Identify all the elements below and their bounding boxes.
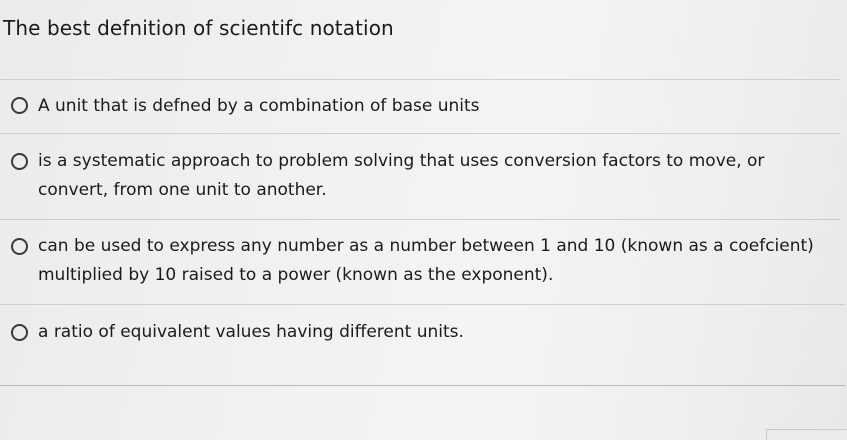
divider — [0, 304, 845, 305]
answer-option-3[interactable] — [0, 232, 847, 292]
answer-option-2[interactable] — [0, 147, 847, 207]
option-label: can be used to express any number as a number between 1 and 10 (known as a coefcient) multiplied by 10 raised to a power (known as the exponent). — [38, 236, 814, 285]
radio-button[interactable] — [11, 153, 28, 170]
answer-option-4[interactable] — [0, 318, 847, 350]
answer-option-1[interactable] — [0, 92, 847, 124]
option-label: a ratio of equivalent values having different units. — [38, 322, 464, 342]
radio-button[interactable] — [11, 97, 28, 114]
radio-button[interactable] — [11, 238, 28, 255]
divider — [0, 133, 840, 134]
question-title: The best defnition of scientifc notation — [3, 16, 394, 40]
divider — [0, 79, 840, 80]
partial-panel — [766, 429, 847, 440]
radio-button[interactable] — [11, 324, 28, 341]
divider — [0, 219, 840, 220]
divider — [0, 385, 845, 386]
option-label: is a systematic approach to problem solving that uses conversion factors to move, or convert, from one unit to another. — [38, 151, 765, 200]
option-label: A unit that is defned by a combination of base units — [38, 96, 480, 116]
